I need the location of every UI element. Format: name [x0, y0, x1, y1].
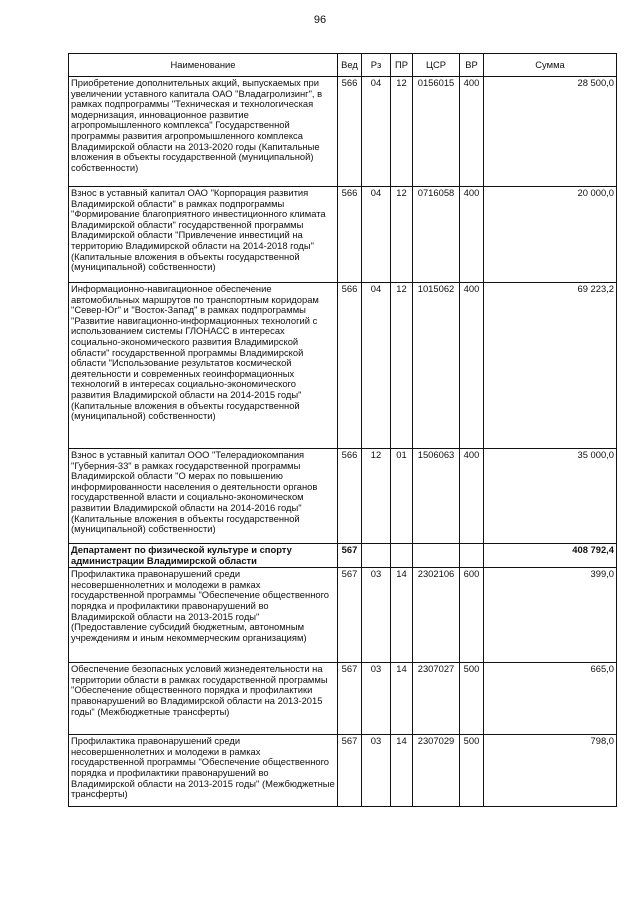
cell-rz: 12	[362, 449, 391, 544]
cell-csr: 0156015	[413, 77, 460, 187]
cell-name: Информационно-навигационное обеспечение автомобильных маршрутов по транспортным коридорам "Север-Юг" и "Восток-Запад" в рамках подпрограммы "Развитие навигационно-информационных технологий с использованием системы ГЛОНАСС в интересах социально-экономического развития Владимирской области" государственной программы Владимирской области "Использование результатов космической деятельности и современных геоинформационных технологий в интересах социально-экономического развития Владимирской области на 2014-2015 годы" (Капитальные вложения в объекты государственной (муниципальной) собственности)	[69, 283, 338, 449]
cell-vr: 600	[460, 568, 484, 663]
cell-name: Профилактика правонарушений среди несовершеннолетних и молодежи в рамках государственной программы "Обеспечение общественного порядка и профилактики правонарушений во Владимирской области на 2013-2015 годы" (Предоставление субсидий бюджетным, автономным учреждениям и иным некоммерческим организациям)	[69, 568, 338, 663]
cell-sum: 28 500,0	[484, 77, 617, 187]
cell-csr	[413, 544, 460, 568]
cell-vr	[460, 544, 484, 568]
cell-csr: 2307029	[413, 735, 460, 807]
header-vr: ВР	[460, 54, 484, 77]
cell-ved: 567	[338, 663, 362, 735]
cell-rz: 03	[362, 735, 391, 807]
cell-rz: 03	[362, 663, 391, 735]
cell-vr: 500	[460, 663, 484, 735]
department-row	[69, 544, 617, 568]
table-row	[69, 77, 617, 187]
header-rz: Рз	[362, 54, 391, 77]
cell-sum: 408 792,4	[484, 544, 617, 568]
cell-name: Взнос в уставный капитал ООО "Телерадиокомпания "Губерния-33" в рамках государственной программы Владимирской области "О мерах по повышению информированности населения о деятельности органов государственной власти и социально-экономическом развитии Владимирской области на 2014-2016 годы" (Капитальные вложения в объекты государственной (муниципальной) собственности)	[69, 449, 338, 544]
cell-pr: 14	[391, 735, 413, 807]
cell-ved: 566	[338, 283, 362, 449]
cell-csr: 0716058	[413, 187, 460, 283]
cell-ved: 567	[338, 735, 362, 807]
cell-sum: 35 000,0	[484, 449, 617, 544]
cell-ved: 567	[338, 568, 362, 663]
cell-rz: 04	[362, 283, 391, 449]
header-csr: ЦСР	[413, 54, 460, 77]
cell-csr: 1506063	[413, 449, 460, 544]
cell-pr: 14	[391, 663, 413, 735]
table-row	[69, 449, 617, 544]
cell-name: Департамент по физической культуре и спорту администрации Владимирской области	[69, 544, 338, 568]
cell-pr: 12	[391, 283, 413, 449]
cell-rz: 04	[362, 77, 391, 187]
cell-sum: 798,0	[484, 735, 617, 807]
table-row	[69, 283, 617, 449]
cell-rz: 03	[362, 568, 391, 663]
cell-sum: 69 223,2	[484, 283, 617, 449]
header-pr: ПР	[391, 54, 413, 77]
cell-pr: 14	[391, 568, 413, 663]
table-row	[69, 663, 617, 735]
cell-vr: 400	[460, 449, 484, 544]
cell-pr: 12	[391, 187, 413, 283]
cell-name: Взнос в уставный капитал ОАО "Корпорация развития Владимирской области" в рамках подпрограммы "Формирование благоприятного инвестиционного климата Владимирской области" государственной программы Владимирской области "Привлечение инвестиций на территорию Владимирской области на 2014-2018 годы" (Капитальные вложения в объекты государственной (муниципальной) собственности)	[69, 187, 338, 283]
cell-ved: 566	[338, 77, 362, 187]
cell-ved: 566	[338, 449, 362, 544]
header-name: Наименование	[69, 54, 338, 77]
cell-vr: 400	[460, 283, 484, 449]
cell-name: Профилактика правонарушений среди несовершеннолетних и молодежи в рамках государственной программы "Обеспечение общественного порядка и профилактики правонарушений во Владимирской области на 2013-2015 годы" (Межбюджетные трансферты)	[69, 735, 338, 807]
table-row	[69, 187, 617, 283]
cell-sum: 20 000,0	[484, 187, 617, 283]
cell-vr: 400	[460, 187, 484, 283]
cell-rz: 04	[362, 187, 391, 283]
cell-name: Обеспечение безопасных условий жизнедеятельности на территории области в рамках государственной программы "Обеспечение общественного порядка и профилактики правонарушений во Владимирской области на 2013-2015 годы" (Межбюджетные трансферты)	[69, 663, 338, 735]
header-sum: Сумма	[484, 54, 617, 77]
cell-rz	[362, 544, 391, 568]
table-header-row	[69, 54, 617, 77]
cell-pr	[391, 544, 413, 568]
cell-csr: 2307027	[413, 663, 460, 735]
cell-csr: 1015062	[413, 283, 460, 449]
cell-ved: 567	[338, 544, 362, 568]
cell-pr: 01	[391, 449, 413, 544]
cell-sum: 399,0	[484, 568, 617, 663]
cell-vr: 400	[460, 77, 484, 187]
table-row	[69, 568, 617, 663]
budget-table	[68, 53, 617, 807]
cell-csr: 2302106	[413, 568, 460, 663]
cell-ved: 566	[338, 187, 362, 283]
cell-pr: 12	[391, 77, 413, 187]
cell-name: Приобретение дополнительных акций, выпускаемых при увеличении уставного капитала ОАО "Владагролизинг", в рамках подпрограммы "Техническая и технологическая модернизация, инновационное развитие агропромышленного комплекса" Государственной программы развития агропромышленного комплекса Владимирской области на 2013-2020 годы (Капитальные вложения в объекты государственной (муниципальной) собственности)	[69, 77, 338, 187]
page-number: 96	[313, 14, 327, 26]
table-row	[69, 735, 617, 807]
cell-sum: 665,0	[484, 663, 617, 735]
header-ved: Вед	[338, 54, 362, 77]
cell-vr: 500	[460, 735, 484, 807]
